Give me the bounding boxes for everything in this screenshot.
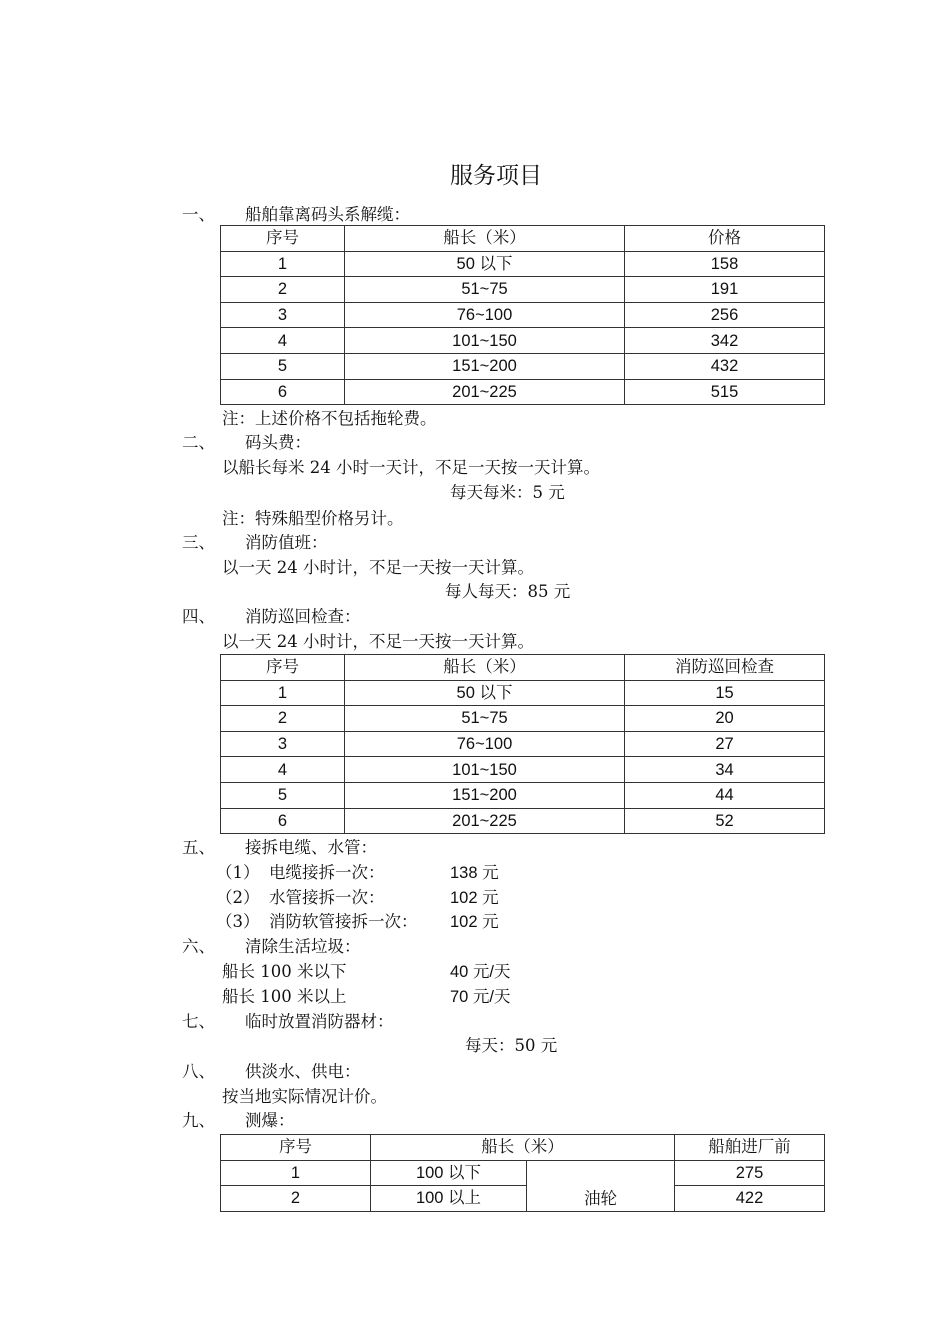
table-cell: 151~200 (345, 782, 625, 808)
section-6-heading: 清除生活垃圾： (245, 937, 361, 956)
item-price: 102 元 (450, 889, 499, 907)
table-cell: 76~100 (345, 302, 625, 328)
table-header-row (221, 226, 825, 252)
section-1-heading: 船舶靠离码头系解缆： (245, 205, 410, 224)
table-cell: 51~75 (345, 277, 625, 303)
table-header-row (221, 1135, 825, 1161)
table-cell: 20 (625, 706, 825, 732)
table-cell: 515 (625, 379, 825, 405)
table-cell: 201~225 (345, 379, 625, 405)
item-label: 船长 100 米以下 (222, 962, 347, 981)
section-9-heading: 测爆： (245, 1111, 295, 1130)
table-row (221, 1160, 825, 1186)
section-2-price: 每天每米：5 元 (450, 483, 565, 502)
column-header: 序号 (221, 1135, 371, 1161)
section-8-number: 八、 (182, 1062, 215, 1081)
column-header: 序号 (221, 226, 345, 252)
table-cell: 422 (675, 1186, 825, 1212)
item-label: 船长 100 米以上 (222, 987, 347, 1006)
item-price: 138 元 (450, 864, 499, 882)
column-header: 船舶进厂前 (675, 1135, 825, 1161)
table-cell: 1 (221, 1160, 371, 1186)
column-header: 消防巡回检查 (625, 655, 825, 681)
table-row (221, 680, 825, 706)
item-index: （3） (216, 912, 260, 931)
table-cell: 101~150 (345, 328, 625, 354)
table-cell: 76~100 (345, 731, 625, 757)
table-cell: 3 (221, 302, 345, 328)
gas-test-table (220, 1134, 825, 1212)
table-row (221, 706, 825, 732)
table-cell: 1 (221, 680, 345, 706)
table-cell: 52 (625, 808, 825, 834)
table-row (221, 379, 825, 405)
column-header: 船长（米） (345, 226, 625, 252)
table-cell: 158 (625, 251, 825, 277)
table-row (221, 757, 825, 783)
section-3-number: 三、 (182, 533, 215, 552)
section-3-price: 每人每天：85 元 (445, 582, 571, 601)
section-2-description: 以船长每米 24 小时一天计，不足一天按一天计算。 (222, 458, 600, 477)
section-2-heading: 码头费： (245, 433, 311, 452)
column-header: 船长（米） (345, 655, 625, 681)
section-2-number: 二、 (182, 433, 215, 452)
table-cell: 101~150 (345, 757, 625, 783)
table-cell: 2 (221, 706, 345, 732)
table-cell: 275 (675, 1160, 825, 1186)
table-cell: 1 (221, 251, 345, 277)
table-cell: 15 (625, 680, 825, 706)
page-title: 服务项目 (450, 163, 542, 189)
table-cell: 191 (625, 277, 825, 303)
table-row (221, 277, 825, 303)
table-row (221, 302, 825, 328)
table-row (221, 328, 825, 354)
table-cell: 6 (221, 808, 345, 834)
table-cell: 44 (625, 782, 825, 808)
item-price: 102 元 (450, 913, 499, 931)
section-1-note: 注：上述价格不包括拖轮费。 (222, 409, 437, 428)
table-cell: 50 以下 (345, 680, 625, 706)
table-cell: 100 以下 (371, 1160, 527, 1186)
table-cell: 151~200 (345, 353, 625, 379)
item-index: （1） (216, 863, 260, 882)
section-4-heading: 消防巡回检查： (245, 607, 361, 626)
table-cell: 2 (221, 277, 345, 303)
table-cell: 100 以上 (371, 1186, 527, 1212)
section-3-description: 以一天 24 小时计，不足一天按一天计算。 (222, 558, 534, 577)
item-index: （2） (216, 888, 260, 907)
table-cell: 256 (625, 302, 825, 328)
item-label: 水管接拆一次： (269, 888, 385, 907)
section-5-heading: 接拆电缆、水管： (245, 838, 377, 857)
section-9-number: 九、 (182, 1111, 215, 1130)
section-8-heading: 供淡水、供电： (245, 1062, 361, 1081)
section-7-price: 每天：50 元 (465, 1036, 558, 1055)
table-row (221, 808, 825, 834)
table-row (221, 353, 825, 379)
table-cell: 5 (221, 353, 345, 379)
section-5-number: 五、 (182, 838, 215, 857)
column-header: 船长（米） (371, 1135, 675, 1161)
vessel-type-cell (527, 1160, 675, 1211)
section-8-description: 按当地实际情况计价。 (222, 1087, 387, 1106)
table-row (221, 251, 825, 277)
table-row (221, 731, 825, 757)
table-cell: 432 (625, 353, 825, 379)
table-cell: 3 (221, 731, 345, 757)
table-cell: 6 (221, 379, 345, 405)
section-4-description: 以一天 24 小时计，不足一天按一天计算。 (222, 632, 534, 651)
table-cell: 4 (221, 328, 345, 354)
item-label: 消防软管接拆一次： (269, 912, 418, 931)
section-6-number: 六、 (182, 937, 215, 956)
table-cell: 342 (625, 328, 825, 354)
section-7-number: 七、 (182, 1012, 215, 1031)
table-cell: 34 (625, 757, 825, 783)
item-price: 70 元/天 (450, 988, 511, 1006)
table-cell: 50 以下 (345, 251, 625, 277)
item-price: 40 元/天 (450, 963, 511, 981)
section-1-number: 一、 (182, 205, 215, 224)
section-4-number: 四、 (182, 607, 215, 626)
column-header: 序号 (221, 655, 345, 681)
section-3-heading: 消防值班： (245, 533, 328, 552)
table-cell: 5 (221, 782, 345, 808)
table-cell: 27 (625, 731, 825, 757)
table-cell: 51~75 (345, 706, 625, 732)
vessel-type: 油轮 (584, 1188, 617, 1208)
fire-patrol-table (220, 654, 825, 834)
section-2-note: 注：特殊船型价格另计。 (222, 509, 404, 528)
mooring-price-table (220, 225, 825, 405)
section-7-heading: 临时放置消防器材： (245, 1012, 394, 1031)
table-cell: 2 (221, 1186, 371, 1212)
table-row (221, 782, 825, 808)
table-header-row (221, 655, 825, 681)
table-row (221, 1186, 825, 1212)
item-label: 电缆接拆一次： (269, 863, 385, 882)
table-cell: 4 (221, 757, 345, 783)
table-cell: 201~225 (345, 808, 625, 834)
column-header: 价格 (625, 226, 825, 252)
